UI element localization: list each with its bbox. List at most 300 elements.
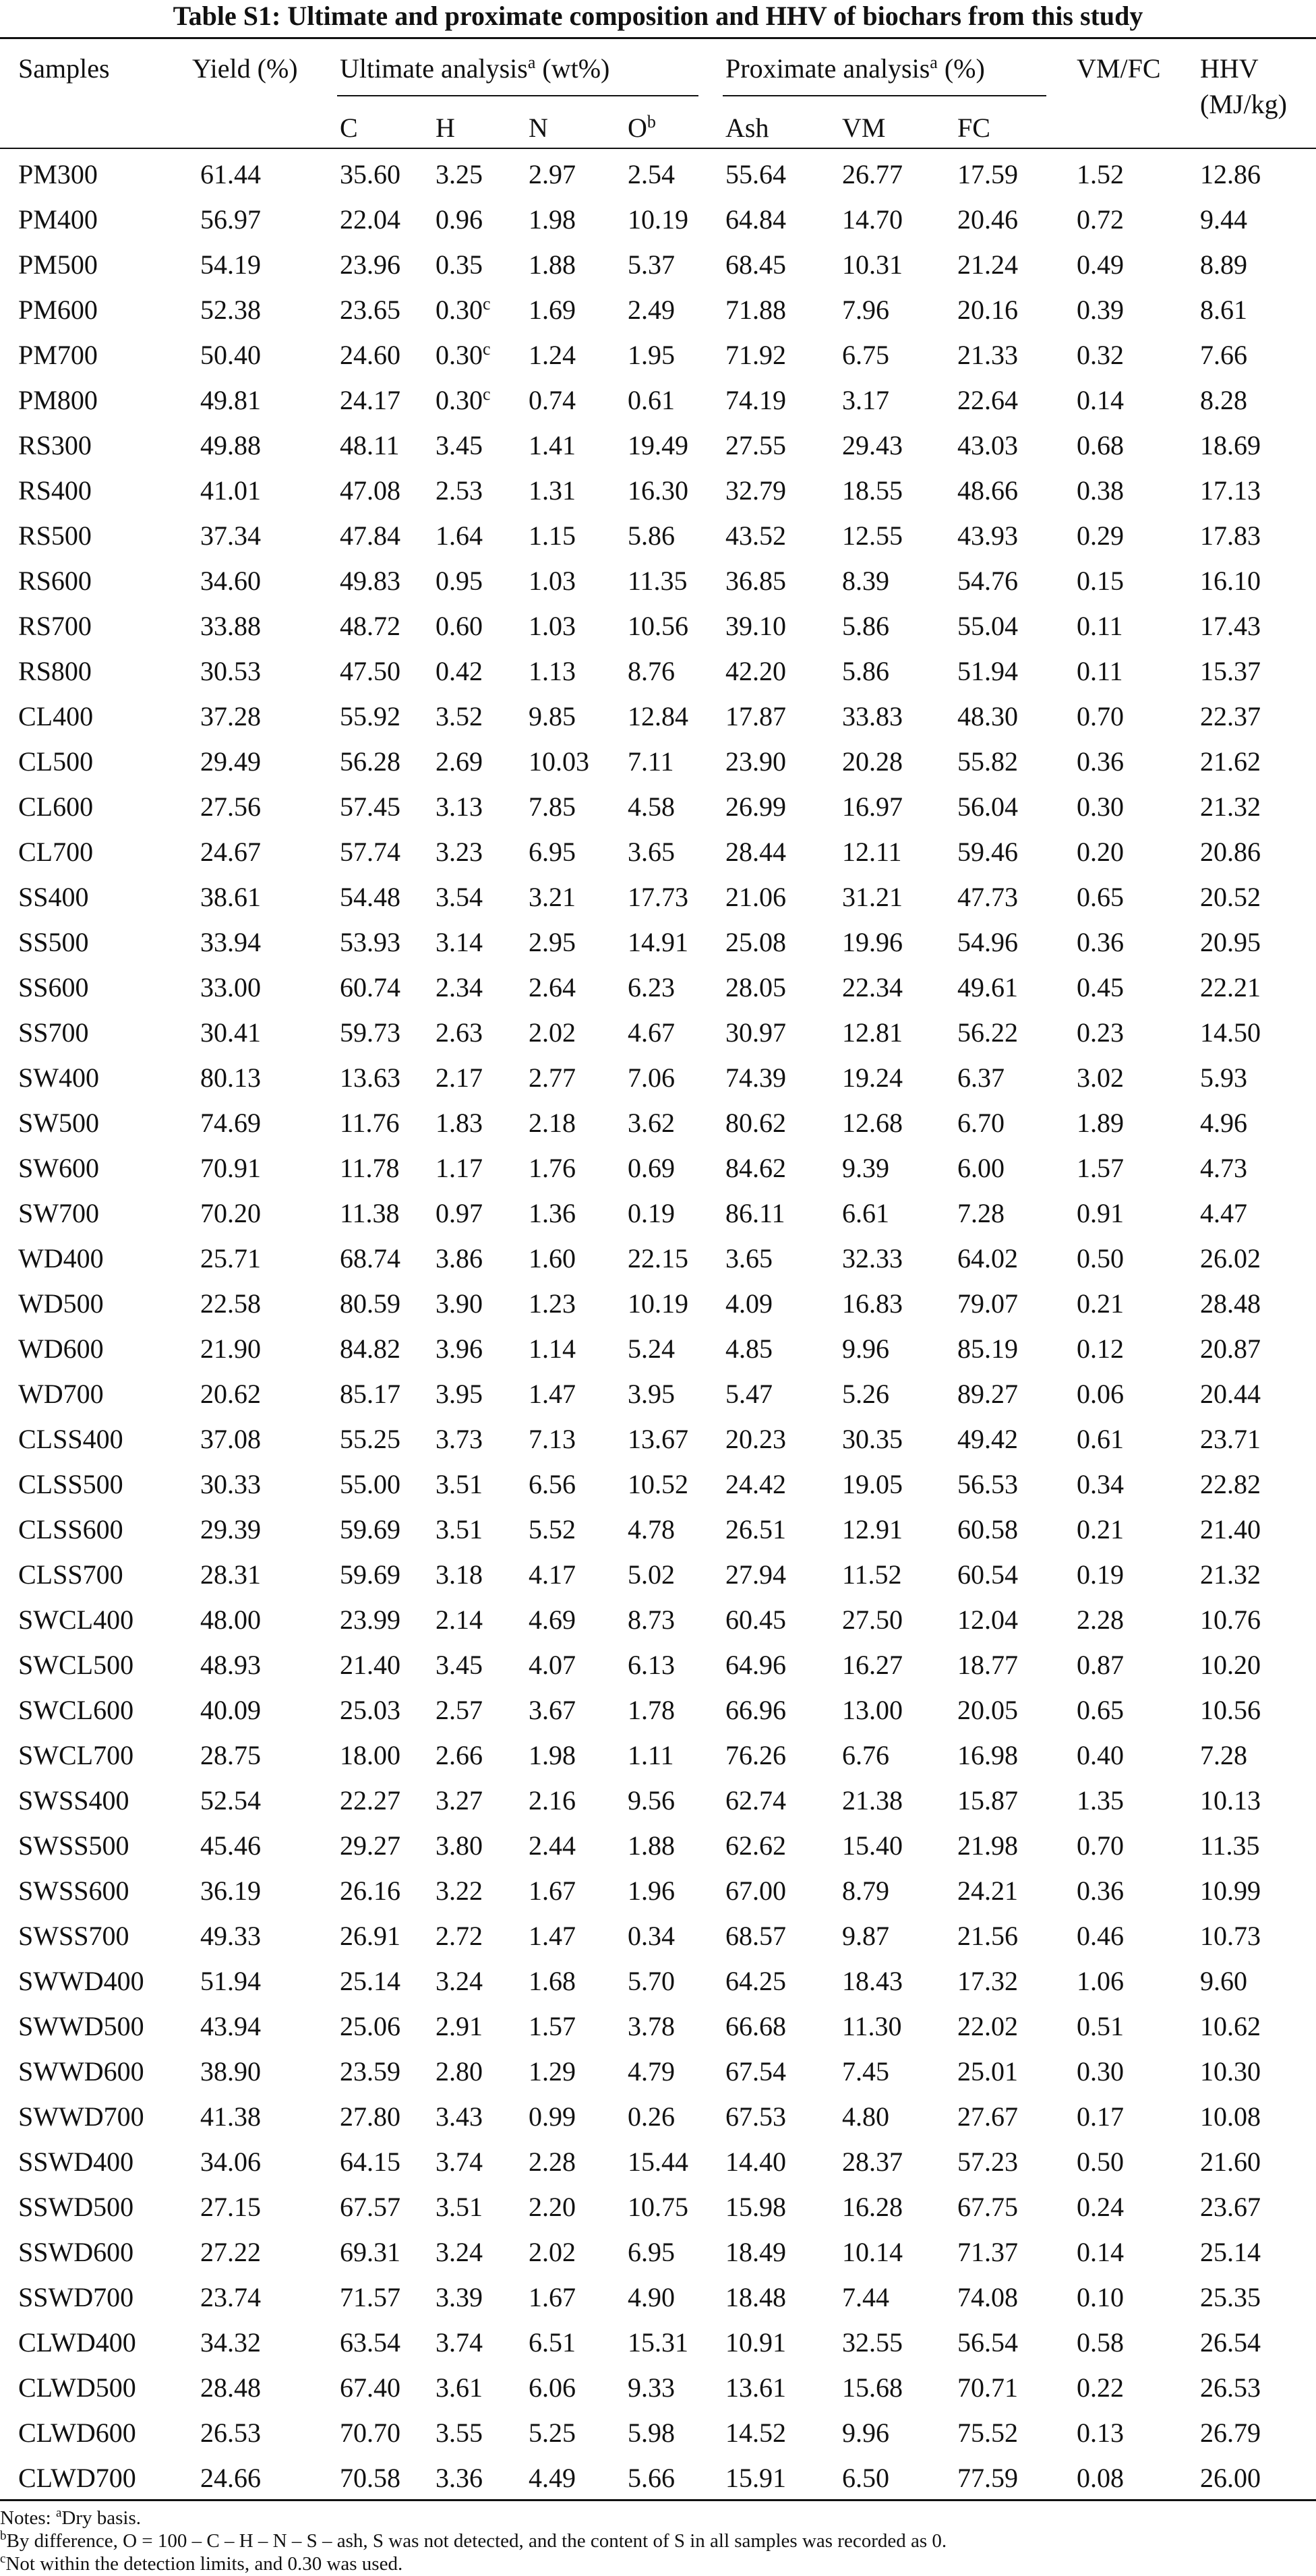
h-value: 3.52: [436, 700, 483, 731]
cell-sample: [0, 739, 192, 784]
yield-value: 36.19: [200, 1875, 261, 1906]
footnote-text: Dry basis.: [61, 2507, 142, 2529]
c-value: 69.31: [340, 2236, 400, 2267]
cell-hhv: [1200, 2139, 1316, 2184]
fc-value: 56.04: [957, 791, 1018, 822]
cell-n: [529, 965, 628, 1010]
cell-sample: [0, 468, 192, 513]
cell-o: [628, 1281, 725, 1326]
fc-value: 60.58: [957, 1514, 1018, 1545]
cell-yield: [192, 287, 340, 332]
o-value: 3.95: [628, 1378, 675, 1409]
sample-value: RS300: [18, 429, 92, 460]
cell-h: [436, 1778, 529, 1823]
cell-hhv: [1200, 784, 1316, 829]
cell-ash: [725, 197, 842, 242]
cell-yield: [192, 1236, 340, 1281]
cell-h: [436, 2139, 529, 2184]
vm-value: 14.70: [842, 204, 903, 235]
vmfc-value: 0.12: [1077, 1333, 1124, 1364]
cell-n: [529, 784, 628, 829]
ash-value: 27.94: [725, 1559, 786, 1590]
vm-value: 20.28: [842, 746, 903, 777]
cell-o: [628, 829, 725, 874]
cell-h: [436, 423, 529, 468]
h-value: 2.34: [436, 971, 483, 1002]
hhv-value: 10.08: [1200, 2101, 1261, 2132]
cell-ash: [725, 2365, 842, 2410]
cell-hhv: [1200, 2365, 1316, 2410]
vm-value: 10.31: [842, 249, 903, 280]
header-vm: VM: [842, 113, 886, 143]
cell-vm: [842, 2455, 957, 2500]
cell-o: [628, 1371, 725, 1416]
vm-value: 12.55: [842, 520, 903, 551]
yield-value: 27.56: [200, 791, 261, 822]
cell-ash: [725, 1687, 842, 1733]
cell-ash: [725, 694, 842, 739]
hhv-value: 4.96: [1200, 1107, 1247, 1138]
cell-h: [436, 920, 529, 965]
cell-ash: [725, 1507, 842, 1552]
vm-value: 21.38: [842, 1785, 903, 1816]
fc-value: 70.71: [957, 2372, 1018, 2403]
table-row: [0, 1642, 1316, 1687]
sample-value: RS700: [18, 610, 92, 641]
vm-value: 16.97: [842, 791, 903, 822]
cell-hhv: [1200, 152, 1316, 197]
table-row: [0, 965, 1316, 1010]
ash-value: 27.55: [725, 429, 786, 460]
header-vmfc: VM/FC: [1077, 53, 1161, 84]
cell-vmfc: [1077, 423, 1200, 468]
cell-h: [436, 784, 529, 829]
cell-sample: [0, 1597, 192, 1642]
ash-value: 30.97: [725, 1017, 786, 1048]
table-row: [0, 2410, 1316, 2455]
vmfc-value: 0.29: [1077, 520, 1124, 551]
yield-value: 27.15: [200, 2191, 261, 2222]
cell-vm: [842, 2094, 957, 2139]
cell-hhv: [1200, 1191, 1316, 1236]
cell-sample: [0, 197, 192, 242]
cell-ash: [725, 1958, 842, 2004]
cell-ash: [725, 1371, 842, 1416]
cell-o: [628, 1642, 725, 1687]
cell-hhv: [1200, 2049, 1316, 2094]
cell-hhv: [1200, 1687, 1316, 1733]
cell-yield: [192, 965, 340, 1010]
cell-n: [529, 2275, 628, 2320]
table-row: [0, 1100, 1316, 1145]
o-value: 5.70: [628, 1965, 675, 1996]
proximate-subrule: [723, 95, 1046, 96]
c-value: 70.70: [340, 2417, 400, 2448]
cell-h: [436, 1868, 529, 1913]
fc-value: 48.30: [957, 700, 1018, 731]
hhv-value: 11.35: [1200, 1830, 1260, 1861]
hhv-value: 21.40: [1200, 1514, 1261, 1545]
vmfc-value: 0.40: [1077, 1739, 1124, 1770]
cell-n: [529, 242, 628, 287]
cell-fc: [957, 1462, 1077, 1507]
cell-fc: [957, 1416, 1077, 1462]
cell-sample: [0, 242, 192, 287]
hhv-value: 26.53: [1200, 2372, 1261, 2403]
ash-value: 67.53: [725, 2101, 786, 2132]
cell-h: [436, 1913, 529, 1958]
cell-sample: [0, 2365, 192, 2410]
cell-o: [628, 2455, 725, 2500]
vmfc-value: 1.57: [1077, 1152, 1124, 1183]
cell-vmfc: [1077, 694, 1200, 739]
cell-yield: [192, 2184, 340, 2229]
c-value: 23.96: [340, 249, 400, 280]
cell-c: [340, 1597, 436, 1642]
n-value: 1.67: [529, 2281, 576, 2312]
h-value: 3.45: [436, 1649, 483, 1680]
h-value: 0.42: [436, 655, 483, 686]
c-value: 56.28: [340, 746, 400, 777]
h-value: 2.53: [436, 475, 483, 506]
cell-ash: [725, 1010, 842, 1055]
cell-vmfc: [1077, 1868, 1200, 1913]
n-value: 4.17: [529, 1559, 576, 1590]
cell-o: [628, 874, 725, 920]
cell-c: [340, 874, 436, 920]
hhv-value: 21.32: [1200, 791, 1261, 822]
cell-h: [436, 2275, 529, 2320]
ash-value: 64.84: [725, 204, 786, 235]
cell-h: [436, 603, 529, 649]
cell-sample: [0, 378, 192, 423]
c-value: 26.16: [340, 1875, 400, 1906]
vmfc-value: 0.06: [1077, 1378, 1124, 1409]
vm-value: 10.14: [842, 2236, 903, 2267]
cell-c: [340, 1687, 436, 1733]
biochar-table: [0, 152, 1316, 2500]
h-value: 2.72: [436, 1920, 483, 1951]
cell-hhv: [1200, 829, 1316, 874]
cell-vm: [842, 1823, 957, 1868]
yield-value: 28.48: [200, 2372, 261, 2403]
cell-yield: [192, 1913, 340, 1958]
cell-yield: [192, 784, 340, 829]
cell-ash: [725, 2275, 842, 2320]
o-value: 0.34: [628, 1920, 675, 1951]
cell-fc: [957, 694, 1077, 739]
cell-h: [436, 2455, 529, 2500]
vm-value: 16.83: [842, 1288, 903, 1319]
vm-value: 30.35: [842, 1423, 903, 1454]
cell-h: [436, 1236, 529, 1281]
h-value: 3.51: [436, 1514, 483, 1545]
cell-n: [529, 1236, 628, 1281]
vmfc-value: 0.11: [1077, 655, 1123, 686]
ash-value: 28.05: [725, 971, 786, 1002]
table-row: [0, 2139, 1316, 2184]
sample-value: CLWD600: [18, 2417, 136, 2448]
cell-fc: [957, 1823, 1077, 1868]
ash-value: 64.96: [725, 1649, 786, 1680]
ash-value: 68.57: [725, 1920, 786, 1951]
cell-vmfc: [1077, 2365, 1200, 2410]
n-value: 6.56: [529, 1468, 576, 1499]
hhv-value: 17.13: [1200, 475, 1261, 506]
cell-vmfc: [1077, 152, 1200, 197]
table-row: [0, 2320, 1316, 2365]
vm-value: 26.77: [842, 158, 903, 189]
cell-sample: [0, 874, 192, 920]
cell-n: [529, 603, 628, 649]
cell-h: [436, 694, 529, 739]
fc-value: 48.66: [957, 475, 1018, 506]
yield-value: 74.69: [200, 1107, 261, 1138]
cell-ash: [725, 1642, 842, 1687]
h-value: 2.57: [436, 1694, 483, 1725]
table-row: [0, 1236, 1316, 1281]
cell-vm: [842, 829, 957, 874]
table-row: [0, 423, 1316, 468]
cell-yield: [192, 1552, 340, 1597]
cell-fc: [957, 378, 1077, 423]
cell-hhv: [1200, 197, 1316, 242]
table-row: [0, 2365, 1316, 2410]
vmfc-value: 0.61: [1077, 1423, 1124, 1454]
cell-vmfc: [1077, 2229, 1200, 2275]
vm-value: 9.96: [842, 1333, 889, 1364]
h-value: 3.61: [436, 2372, 483, 2403]
table-row: [0, 2229, 1316, 2275]
cell-c: [340, 1010, 436, 1055]
cell-h: [436, 1597, 529, 1642]
yield-value: 21.90: [200, 1333, 261, 1364]
vmfc-value: 1.52: [1077, 158, 1124, 189]
o-value: 15.44: [628, 2146, 688, 2177]
cell-c: [340, 1462, 436, 1507]
cell-hhv: [1200, 1055, 1316, 1100]
table-row: [0, 2184, 1316, 2229]
cell-h: [436, 1462, 529, 1507]
cell-o: [628, 920, 725, 965]
table-row: [0, 1191, 1316, 1236]
cell-vm: [842, 1507, 957, 1552]
cell-c: [340, 694, 436, 739]
cell-vmfc: [1077, 1462, 1200, 1507]
cell-o: [628, 649, 725, 694]
cell-ash: [725, 468, 842, 513]
cell-o: [628, 1416, 725, 1462]
vm-value: 18.43: [842, 1965, 903, 1996]
cell-o: [628, 287, 725, 332]
cell-vmfc: [1077, 1958, 1200, 2004]
cell-n: [529, 874, 628, 920]
sample-value: SWWD700: [18, 2101, 144, 2132]
hhv-value: 23.71: [1200, 1423, 1261, 1454]
cell-h: [436, 152, 529, 197]
cell-n: [529, 1281, 628, 1326]
table-row: [0, 1733, 1316, 1778]
n-value: 1.47: [529, 1378, 576, 1409]
hhv-value: 22.37: [1200, 700, 1261, 731]
sample-value: CLWD500: [18, 2372, 136, 2403]
table-body: [0, 152, 1316, 2500]
sample-value: RS800: [18, 655, 92, 686]
o-value: 0.69: [628, 1152, 675, 1183]
cell-hhv: [1200, 603, 1316, 649]
cell-n: [529, 1010, 628, 1055]
table-row: [0, 603, 1316, 649]
yield-value: 24.66: [200, 2462, 261, 2493]
cell-c: [340, 242, 436, 287]
n-value: 3.21: [529, 881, 576, 912]
vmfc-value: 0.15: [1077, 565, 1124, 596]
hhv-value: 8.89: [1200, 249, 1247, 280]
cell-n: [529, 2320, 628, 2365]
o-value: 13.67: [628, 1423, 688, 1454]
cell-h: [436, 197, 529, 242]
cell-vm: [842, 920, 957, 965]
n-value: 6.51: [529, 2327, 576, 2358]
sample-value: CLSS400: [18, 1423, 123, 1454]
yield-value: 34.32: [200, 2327, 261, 2358]
cell-o: [628, 784, 725, 829]
footnote-marker: a: [55, 2506, 62, 2520]
vm-value: 9.96: [842, 2417, 889, 2448]
sample-value: CLSS700: [18, 1559, 123, 1590]
n-value: 1.24: [529, 339, 576, 370]
cell-fc: [957, 1236, 1077, 1281]
h-value: 3.51: [436, 1468, 483, 1499]
cell-ash: [725, 920, 842, 965]
vm-value: 6.50: [842, 2462, 889, 2493]
vm-value: 27.50: [842, 1604, 903, 1635]
cell-c: [340, 332, 436, 378]
cell-o: [628, 378, 725, 423]
hhv-value: 21.32: [1200, 1559, 1261, 1590]
sample-value: CL500: [18, 746, 94, 777]
cell-vm: [842, 332, 957, 378]
sample-value: SSWD400: [18, 2146, 134, 2177]
cell-vmfc: [1077, 1371, 1200, 1416]
cell-vm: [842, 1687, 957, 1733]
cell-vm: [842, 2184, 957, 2229]
fc-value: 18.77: [957, 1649, 1018, 1680]
o-value: 1.96: [628, 1875, 675, 1906]
cell-ash: [725, 1416, 842, 1462]
cell-vmfc: [1077, 2320, 1200, 2365]
vm-value: 7.44: [842, 2281, 889, 2312]
n-value: 1.36: [529, 1197, 576, 1228]
cell-c: [340, 2410, 436, 2455]
cell-fc: [957, 1055, 1077, 1100]
yield-value: 48.00: [200, 1604, 261, 1635]
cell-sample: [0, 152, 192, 197]
cell-vmfc: [1077, 1010, 1200, 1055]
ash-value: 39.10: [725, 610, 786, 641]
cell-o: [628, 1462, 725, 1507]
cell-ash: [725, 784, 842, 829]
cell-o: [628, 2410, 725, 2455]
c-value: 59.69: [340, 1514, 400, 1545]
yield-value: 49.88: [200, 429, 261, 460]
vmfc-value: 2.28: [1077, 1604, 1124, 1635]
vm-value: 9.87: [842, 1920, 889, 1951]
c-value: 21.40: [340, 1649, 400, 1680]
o-value: 5.98: [628, 2417, 675, 2448]
ash-value: 20.23: [725, 1423, 786, 1454]
cell-vmfc: [1077, 1687, 1200, 1733]
vmfc-value: 0.19: [1077, 1559, 1124, 1590]
vm-value: 32.55: [842, 2327, 903, 2358]
ash-value: 17.87: [725, 700, 786, 731]
sample-value: RS400: [18, 475, 92, 506]
n-value: 2.18: [529, 1107, 576, 1138]
cell-hhv: [1200, 558, 1316, 603]
c-value: 25.03: [340, 1694, 400, 1725]
cell-yield: [192, 2139, 340, 2184]
n-value: 1.98: [529, 1739, 576, 1770]
cell-o: [628, 2094, 725, 2139]
o-value: 1.11: [628, 1739, 674, 1770]
c-value: 24.17: [340, 384, 400, 415]
cell-vm: [842, 1597, 957, 1642]
cell-h: [436, 1552, 529, 1597]
footnote-marker: b: [0, 2529, 7, 2543]
o-value: 1.95: [628, 339, 675, 370]
cell-n: [529, 920, 628, 965]
cell-fc: [957, 965, 1077, 1010]
cell-vmfc: [1077, 558, 1200, 603]
cell-yield: [192, 874, 340, 920]
c-value: 63.54: [340, 2327, 400, 2358]
yield-value: 23.74: [200, 2281, 261, 2312]
ash-value: 18.48: [725, 2281, 786, 2312]
cell-vmfc: [1077, 920, 1200, 965]
sample-value: SSWD600: [18, 2236, 134, 2267]
ash-value: 25.08: [725, 926, 786, 957]
cell-vm: [842, 649, 957, 694]
c-value: 27.80: [340, 2101, 400, 2132]
vm-value: 31.21: [842, 881, 903, 912]
vmfc-value: 0.58: [1077, 2327, 1124, 2358]
yield-value: 38.90: [200, 2056, 261, 2087]
detection-limit-marker: c: [483, 338, 491, 359]
cell-vm: [842, 1552, 957, 1597]
o-value: 2.49: [628, 294, 675, 325]
cell-fc: [957, 2184, 1077, 2229]
cell-yield: [192, 1778, 340, 1823]
h-value: 3.27: [436, 1785, 483, 1816]
h-value: 3.86: [436, 1242, 483, 1274]
cell-yield: [192, 423, 340, 468]
cell-hhv: [1200, 1552, 1316, 1597]
cell-sample: [0, 1958, 192, 2004]
n-value: 9.85: [529, 700, 576, 731]
cell-vm: [842, 152, 957, 197]
cell-vm: [842, 784, 957, 829]
sample-value: SS400: [18, 881, 89, 912]
cell-n: [529, 2004, 628, 2049]
fc-value: 49.42: [957, 1423, 1018, 1454]
header-o-label: O: [628, 113, 647, 143]
cell-vmfc: [1077, 1552, 1200, 1597]
cell-h: [436, 468, 529, 513]
fc-value: 71.37: [957, 2236, 1018, 2267]
cell-vm: [842, 197, 957, 242]
c-value: 11.78: [340, 1152, 400, 1183]
cell-vm: [842, 1958, 957, 2004]
